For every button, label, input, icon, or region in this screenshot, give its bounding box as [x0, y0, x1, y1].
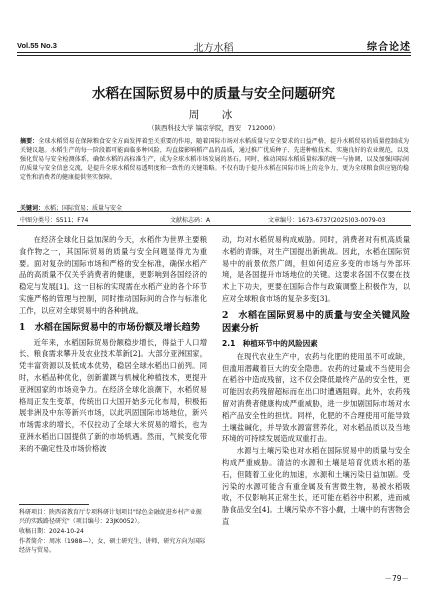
- section-1-paragraph: 近年来，水稻国际贸易份额稳步增长，得益于人口增长、粮食需求攀升及农业技术革新[2]。大部分亚洲国家，凭丰富资源以及低成本优势，稳居全球水稻出口前列。同时，水稻品种优化，创新灌溉与机械化种植技术，更提升亚洲国家的市场竞争力。在经济全球化浪潮下，水稻贸易格局正发生变革，传统出口大国开始多元化布局，积极拓展非洲及中东等新兴市场，以此巩固国际市场地位，新兴市场需求的增长，不仅拉动了全球大米贸易的增长，也为亚洲水稻出口国提供了新的市场机遇。然而，气候变化带来的不确定性及市场价格波: [19, 337, 207, 453]
- subsection-2-1-paragraph-2: 水源与土壤污染也对水稻在国际贸易中的质量与安全构成严重威胁。清洁的水源和土壤是培育优质水稻的基石，但随着工业化的加速，水源和土壤污染日益加剧。受污染的水源可能含有重金属及有害微生物，易被水稻吸收，不仅影响其正常生长，还可能在稻谷中积累，进而威胁食品安全[4]。土壤污染亦不容小觑，土壤中的有害物会直: [222, 446, 410, 526]
- keywords-label: 关键词：: [20, 205, 45, 212]
- clc-number: 中图分类号：S511；F74: [20, 217, 89, 224]
- footnote-author-bio: 作者简介：周冰（1988—），女，硕士研究生，讲师，研究方向为国际经济与贸易。: [19, 538, 206, 554]
- journal-volume: Vol.55 No.3: [17, 41, 57, 50]
- meta-rule: [17, 225, 411, 226]
- footnote-received: 收稿日期：2024-10-24: [19, 528, 84, 535]
- author-name: 周 冰: [188, 109, 239, 121]
- footnotes: [19, 508, 207, 556]
- left-column: [19, 234, 207, 455]
- section-1-heading: 1 水稻在国际贸易中的市场份额及增长趋势: [19, 321, 200, 333]
- abstract-text: 全球水稻贸易在保障粮食安全方面发挥着至关重要的作用，随着国际市场对水稻质量与安全要求的日益严格，提升水稻贸易的质量控制成为关键议题。水稻生产的每一阶段都可能面临多种风险，均直接影响稻产品的品质，通过推广优质种子、先进种植技术、实施良好的农业规范，以及强化贸易与安全检测体系，确保水稻的高标准生产，成为全球水稻市场发展的基石。同时，推动国际水稻质量标准的统一与协调，以及加强国际间的质量与安全信息交流，是提升全球水稻贸易透明度和一致性的关键策略。不仅有助于提升水稻在国际市场上的竞争力，更为全球粮食供应链的稳定性和消费者的健康提供坚实保障。: [20, 138, 409, 181]
- section-2-heading: 2 水稻在国际贸易中的质量与安全关键风险因素分析: [222, 309, 410, 334]
- continued-paragraph: 动，均对水稻贸易构成威胁。同时，消费者对有机高质量水稻的青睐，对生产国提出新挑战。因此，水稻在国际贸易中的前景依然广阔，但如何适应多变的市场与外部环境，是各国提升市场地位的关键。这要求各国不仅要在技术上下功夫，更要在国际合作与政策调整上积极作为，以应对全球粮食市场的复杂多变[3]。: [222, 235, 410, 303]
- footnote-project: 科研项目：陕西省教育厅专项科研计划项目"绿色金融促进乡村产业振兴的实践路径研究"（项目编号：23JK0052）。: [19, 509, 202, 525]
- keywords-text: 水稻；国际贸易；质量与安全: [44, 205, 123, 212]
- journal-name: 北方水稻: [193, 43, 234, 54]
- section-label: 综合论述: [367, 42, 411, 53]
- intro-paragraph: 在经济全球化日益加深的今天，水稻作为世界主要粮食作物之一，其国际贸易的质量与安全问题显得尤为重要。面对复杂的国际市场和严格的安全标准，确保水稻产品的高质量不仅关乎消费者的健康，更影响到各国经济的稳定与发展[1]。这一目标的实现需在水稻产业的各个环节实施严格的管理与控制，同时推动国际间的合作与标准化工作，以应对全球贸易中的各种挑战。: [19, 235, 207, 315]
- page-number: －79－: [384, 574, 409, 583]
- document-code: 文献标志码：A: [170, 217, 211, 224]
- paper-title: 水稻在国际贸易中的质量与安全问题研究: [92, 86, 335, 102]
- article-number: 文章编号：1673-6737(2025)03-0079-03: [268, 217, 386, 224]
- header-rule: [17, 52, 411, 53]
- author-affiliation: （陕西科技大学 镐京学院，西安 712000）: [148, 124, 279, 132]
- right-column: [222, 234, 410, 528]
- abstract-label: 摘要：: [20, 138, 39, 145]
- abstract-rule: [17, 211, 411, 212]
- subsection-2-1-paragraph-1: 在现代农业生产中，农药与化肥的使用虽不可或缺，但滥用潜藏着巨大的安全隐患。农药的过量或不当使用会在稻谷中造成残留，这不仅会降低最终产品的安全性，更可能因农药残留超标而在出口时遭遇阻碍。此外，农药残留对消费者健康构成严重威胁，进一步加剧国际市场对水稻产品安全性的担忧。同样，化肥的不合理使用可能导致土壤盐碱化，并导致水源富营养化，对水稻品质以及当地环境的可持续发展造成双重打击。: [222, 351, 410, 444]
- abstract: [20, 137, 409, 182]
- header-rule-thin: [17, 55, 411, 56]
- subsection-2-1-heading: 2.1 种植环节中的风险因素: [222, 338, 318, 348]
- footnote-rule: [19, 504, 89, 505]
